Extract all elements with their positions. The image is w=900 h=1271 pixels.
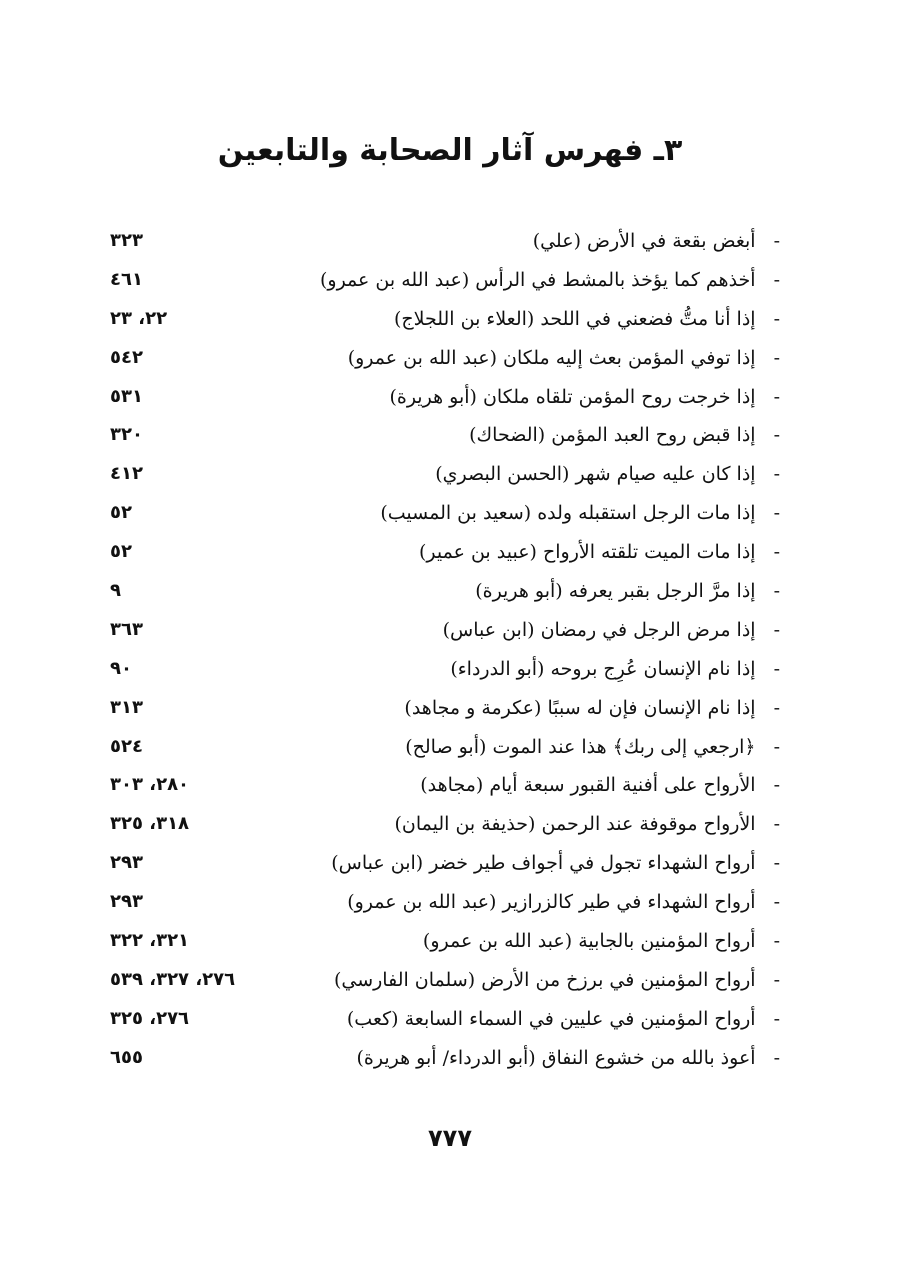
index-entry (110, 261, 780, 300)
entry-text-line (405, 728, 780, 767)
entry-quote: أبغض بقعة في الأرض (علي) (532, 230, 756, 252)
entry-text-line (450, 650, 780, 689)
index-entry (110, 844, 780, 883)
index-entry (110, 533, 780, 572)
entry-dash: - (773, 385, 780, 408)
entry-text-line (347, 883, 780, 922)
entry-text-line (320, 261, 780, 300)
entry-page-numbers: ٥٣١ (110, 385, 143, 407)
entry-page-numbers: ٣٦٣ (110, 618, 143, 640)
entry-dash: - (773, 230, 780, 252)
entry-dash: - (773, 968, 780, 991)
index-heading: ٣ـ فهرس آثار الصحابة والتابعين (217, 133, 683, 168)
entry-page-numbers: ٤٦١ (110, 268, 143, 290)
entry-quote: إذا توفي المؤمن بعث إليه ملكان (عبد الله بن عمرو) (347, 346, 756, 369)
entry-quote: إذا كان عليه صيام شهر (الحسن البصري) (435, 463, 756, 486)
entry-dash: - (773, 774, 780, 797)
index-entry (110, 650, 780, 689)
entry-page-numbers: ٢٢، ٢٣ (110, 307, 168, 329)
index-entry (110, 339, 780, 378)
entry-quote: أخذهم كما يؤخذ بالمشط في الرأس (عبد الله بن عمرو) (319, 268, 756, 291)
entry-quote: الأرواح على أفنية القبور سبعة أيام (مجاهد) (420, 774, 756, 797)
entry-page-numbers: ٥٤٢ (110, 346, 143, 368)
entry-text-line (389, 378, 780, 417)
entry-dash: - (773, 307, 780, 330)
entry-dash: - (773, 346, 780, 369)
entry-quote: أرواح المؤمنين بالجابية (عبد الله بن عمرو) (422, 930, 756, 953)
entry-quote: إذا قبض روح العبد المؤمن (الضحاك) (469, 424, 756, 447)
entry-page-numbers: ٢٧٦، ٣٢٧، ٥٣٩ (110, 968, 236, 990)
entry-dash: - (773, 541, 780, 564)
entry-dash: - (773, 463, 780, 486)
index-entry (110, 1039, 780, 1078)
entry-page-numbers: ٢٩٣ (110, 891, 143, 913)
index-entry (110, 300, 780, 339)
entry-page-numbers: ٣٢١، ٣٢٢ (110, 930, 190, 952)
entry-text-line (380, 494, 780, 533)
entry-quote: ﴿ارجعي إلى ربك﴾ هذا عند الموت (أبو صالح) (405, 735, 756, 758)
entry-quote: أرواح الشهداء تجول في أجواف طير خضر (ابن عباس) (331, 852, 756, 875)
entry-quote: إذا نام الإنسان عُرِج بروحه (أبو الدرداء) (450, 657, 756, 680)
entry-page-numbers: ٩ (110, 580, 121, 602)
entry-text-line (347, 1000, 780, 1039)
entry-page-numbers: ٦٥٥ (110, 1046, 143, 1068)
entry-quote: أرواح المؤمنين في عليين في السماء السابعة (كعب) (346, 1007, 756, 1030)
entry-dash: - (773, 1046, 780, 1069)
entry-quote: إذا مات الرجل استقبله ولده (سعيد بن المسيب) (380, 502, 756, 525)
entry-dash: - (773, 268, 780, 291)
entry-dash: - (773, 891, 780, 914)
entry-text-line (469, 416, 780, 455)
entry-text-line (404, 689, 780, 728)
index-entry (110, 689, 780, 728)
entry-text-line (435, 455, 780, 494)
entry-page-numbers: ٩٠ (110, 657, 132, 679)
entry-page-numbers: ٥٢ (110, 541, 132, 563)
index-entry (110, 805, 780, 844)
entry-text-line (533, 222, 780, 261)
index-entry (110, 883, 780, 922)
entry-dash: - (773, 930, 780, 953)
entry-text-line (423, 922, 780, 961)
entry-page-numbers: ٣١٣ (110, 696, 143, 718)
entry-dash: - (773, 1007, 780, 1030)
index-list (110, 222, 780, 1078)
entry-dash: - (773, 580, 780, 603)
entry-text-line (420, 766, 780, 805)
index-entry (110, 766, 780, 805)
entry-page-numbers: ٥٢ (110, 502, 132, 524)
entry-quote: إذا مات الميت تلقته الأرواح (عبيد بن عمير) (418, 541, 756, 564)
entry-dash: - (773, 618, 780, 641)
entry-dash: - (773, 735, 780, 758)
entry-text-line (331, 844, 780, 883)
entry-text-line (394, 300, 780, 339)
entry-text-line (475, 572, 780, 611)
entry-text-line (348, 339, 780, 378)
entry-dash: - (773, 696, 780, 719)
entry-text-line (334, 961, 780, 1000)
entry-quote: الأرواح موقوفة عند الرحمن (حذيفة بن اليمان) (394, 813, 756, 836)
entry-dash: - (773, 424, 780, 447)
entry-page-numbers: ٣١٨، ٣٢٥ (110, 813, 190, 835)
index-entry (110, 961, 780, 1000)
entry-text-line (394, 805, 780, 844)
entry-page-numbers: ٥٢٤ (110, 735, 143, 757)
index-entry (110, 1000, 780, 1039)
entry-dash: - (773, 852, 780, 875)
entry-page-numbers: ٢٧٦، ٣٢٥ (110, 1007, 190, 1029)
index-entry (110, 611, 780, 650)
entry-quote: إذا أنا متُّ فضعني في اللحد (العلاء بن اللجلاج) (393, 307, 756, 330)
entry-dash: - (773, 657, 780, 680)
index-entry (110, 728, 780, 767)
entry-page-numbers: ٢٨٠، ٣٠٣ (110, 774, 190, 796)
page-number: ٧٧٧ (428, 1124, 472, 1152)
entry-quote: إذا مرض الرجل في رمضان (ابن عباس) (442, 618, 756, 641)
entry-text-line (419, 533, 780, 572)
index-entry (110, 378, 780, 417)
index-entry (110, 572, 780, 611)
entry-text-line (443, 611, 780, 650)
entry-dash: - (773, 813, 780, 836)
entry-page-numbers: ٣٢٠ (110, 424, 143, 446)
entry-page-numbers: ٣٢٣ (110, 230, 143, 251)
entry-quote: إذا نام الإنسان فإن له سببًا (عكرمة و مجاهد) (404, 696, 756, 719)
index-entry (110, 494, 780, 533)
entry-quote: أعوذ بالله من خشوع النفاق (أبو الدرداء/ أبو هريرة) (356, 1046, 756, 1069)
entry-quote: إذا مرَّ الرجل بقبر يعرفه (أبو هريرة) (475, 580, 756, 603)
entry-quote: إذا خرجت روح المؤمن تلقاه ملكان (أبو هريرة) (389, 385, 756, 408)
entry-page-numbers: ٤١٢ (110, 463, 143, 485)
entry-quote: أرواح المؤمنين في برزخ من الأرض (سلمان الفارسي) (333, 968, 756, 991)
index-entry (110, 416, 780, 455)
entry-page-numbers: ٢٩٣ (110, 852, 143, 874)
index-entry (110, 455, 780, 494)
entry-dash: - (773, 502, 780, 525)
entry-text-line (356, 1039, 780, 1078)
index-entry (110, 222, 780, 261)
index-entry (110, 922, 780, 961)
entry-quote: أرواح الشهداء في طير كالزرازير (عبد الله بن عمرو) (347, 891, 756, 914)
